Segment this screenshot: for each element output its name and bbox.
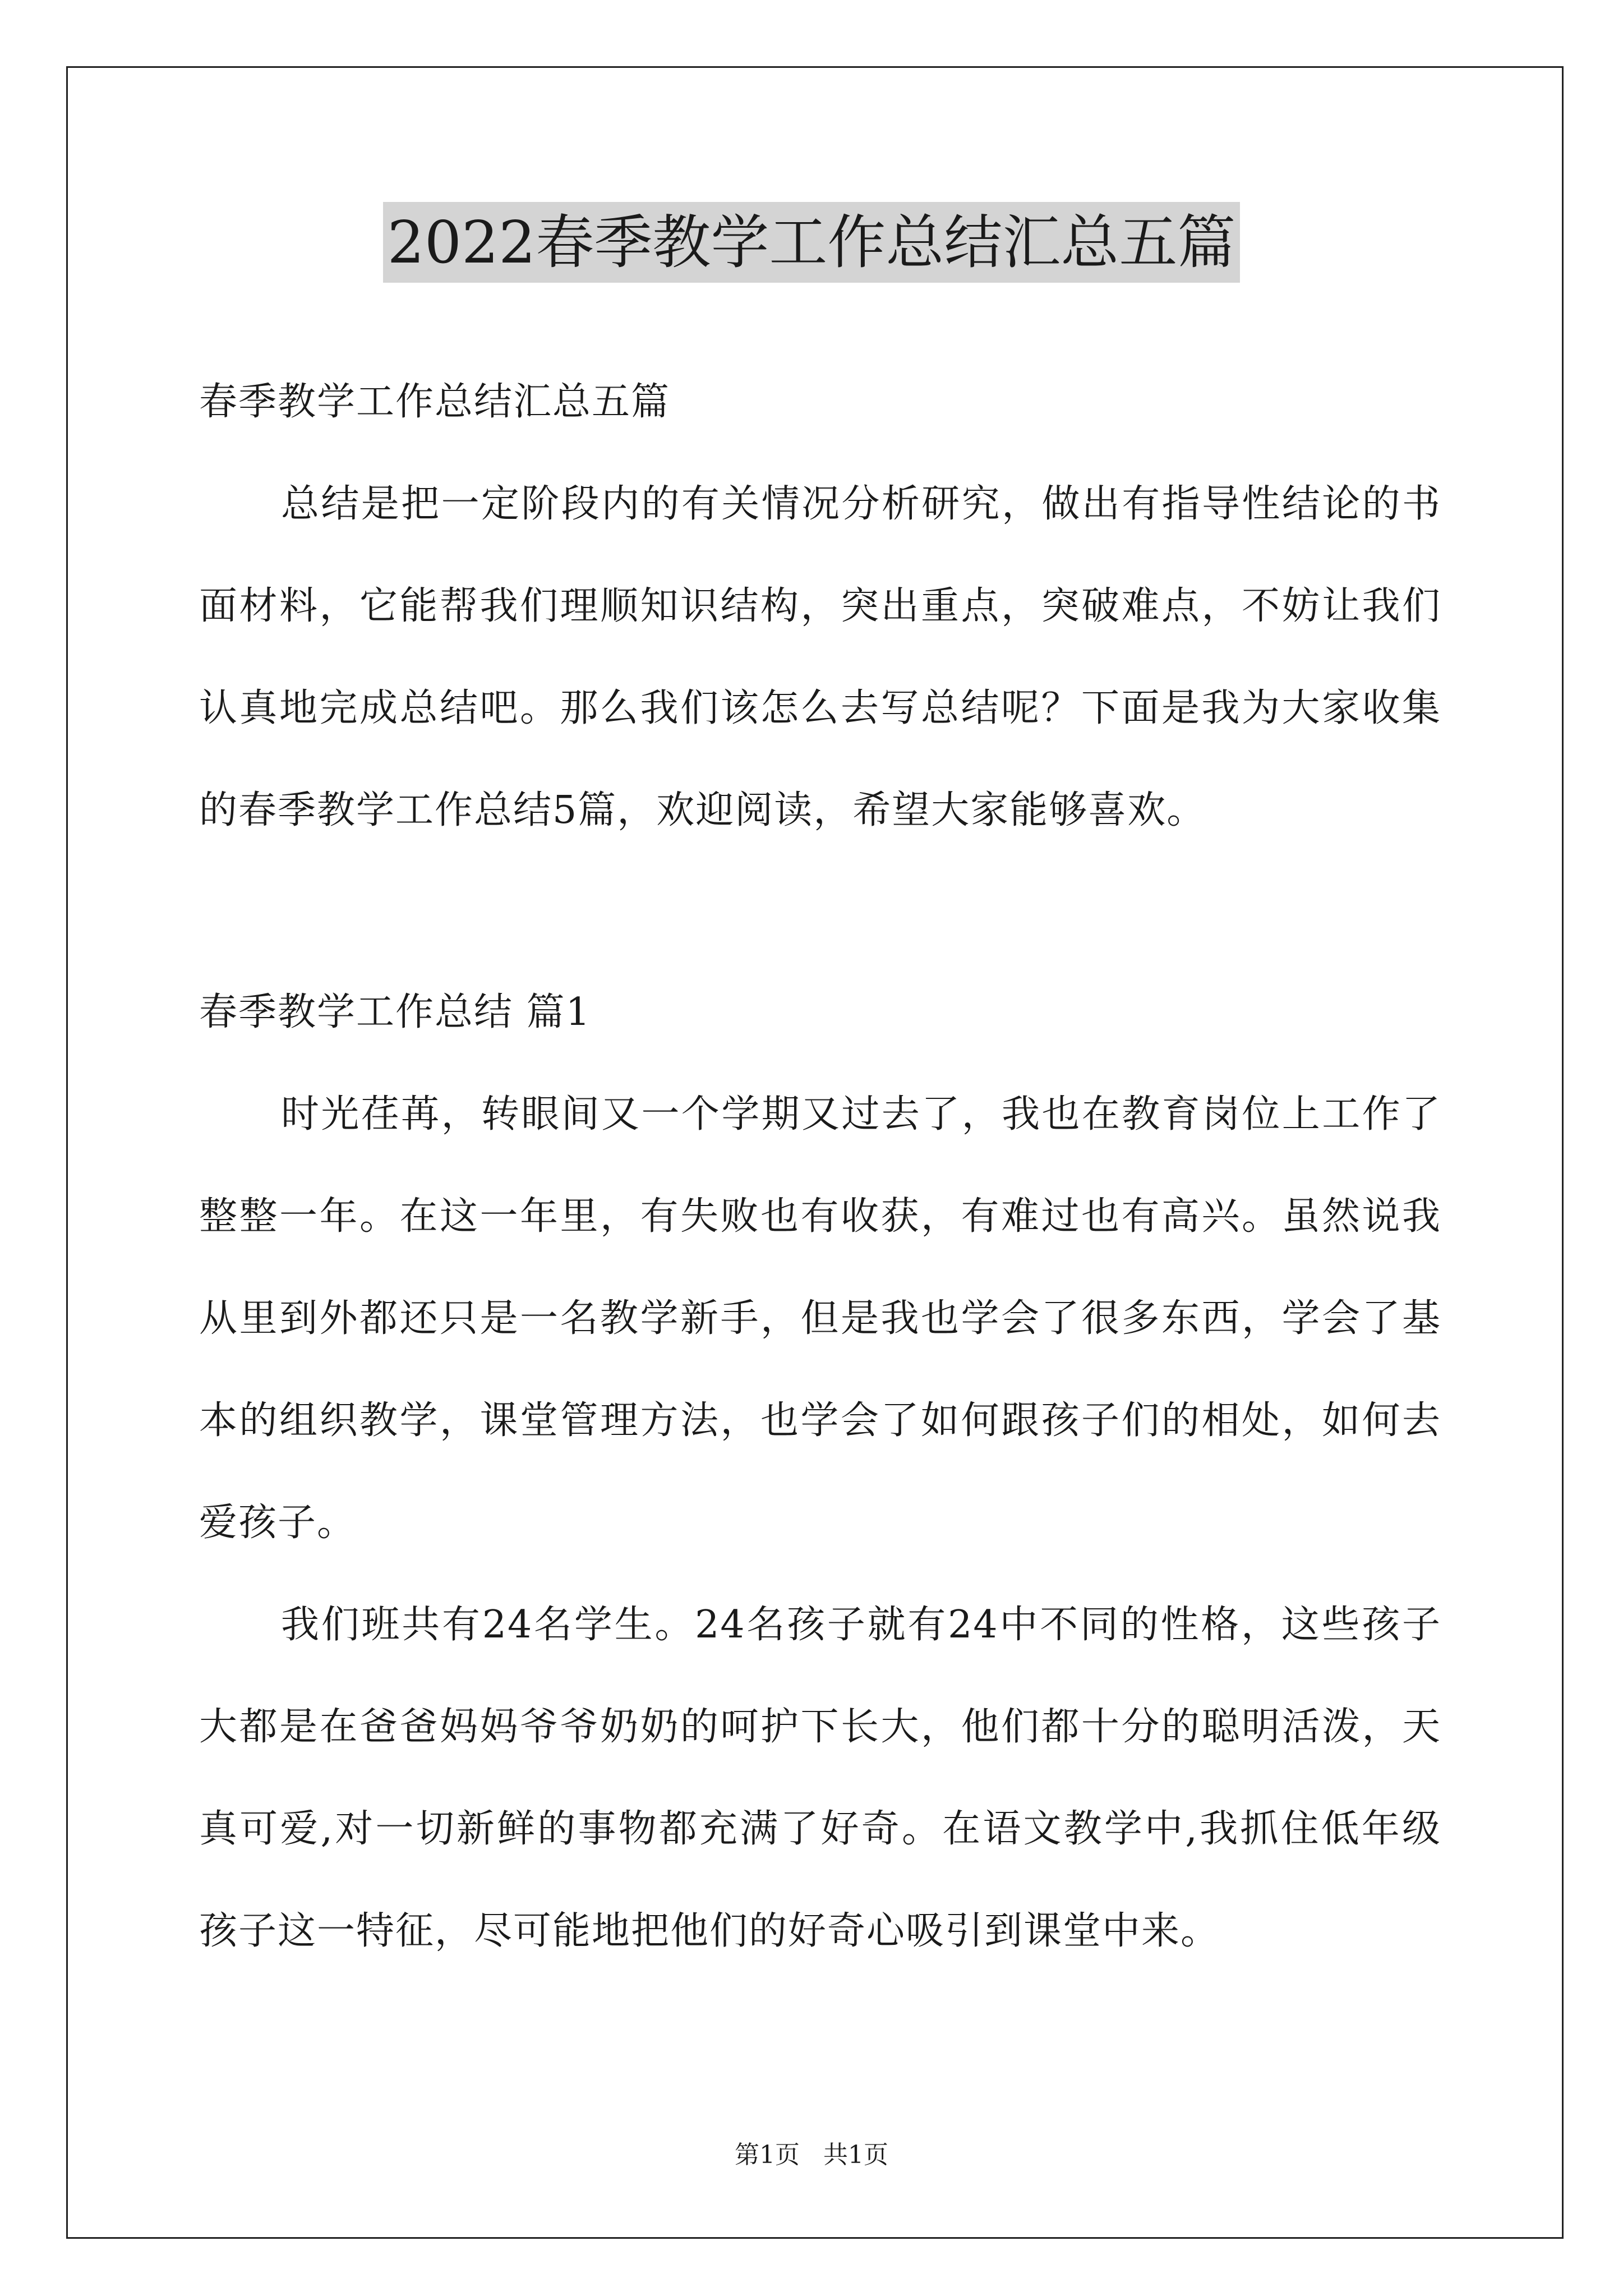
document-subtitle: 春季教学工作总结汇总五篇 <box>199 380 671 424</box>
page-footer: 第1页 共1页 <box>735 2141 888 2169</box>
section1-paragraph-1: 时光荏苒，转眼间又一个学期又过去了，我也在教育岗位上工作了整整一年。在这一年里，有失败也有收获，有难过也有高兴。虽然说我从里到外都还只是一名教学新手，但是我也学会了很多东西，学会了基本的组织教学，课堂管理方法，也学会了如何跟孩子们的相处，如何去爱孩子。 <box>199 1092 1441 1545</box>
section1-paragraph-2: 我们班共有24名学生。24名孩子就有24中不同的性格，这些孩子大都是在爸爸妈妈爷爷奶奶的呵护下长大，他们都十分的聪明活泼，天真可爱,对一切新鲜的事物都充满了好奇。在语文教学中,我抓住低年级孩子这一特征，尽可能地把他们的好奇心吸引到课堂中来。 <box>199 1603 1441 1953</box>
document-body <box>199 351 1441 1982</box>
section-heading-1: 春季教学工作总结 篇1 <box>199 990 591 1034</box>
intro-paragraph: 总结是把一定阶段内的有关情况分析研究，做出有指导性结论的书面材料，它能帮我们理顺知识结构，突出重点，突破难点，不妨让我们认真地完成总结吧。那么我们该怎么去写总结呢？下面是我为大家收集的春季教学工作总结5篇，欢迎阅读，希望大家能够喜欢。 <box>199 482 1441 832</box>
section-spacer <box>199 862 1441 961</box>
title-wrapper <box>0 202 1623 283</box>
document-title: 2022春季教学工作总结汇总五篇 <box>383 202 1241 283</box>
